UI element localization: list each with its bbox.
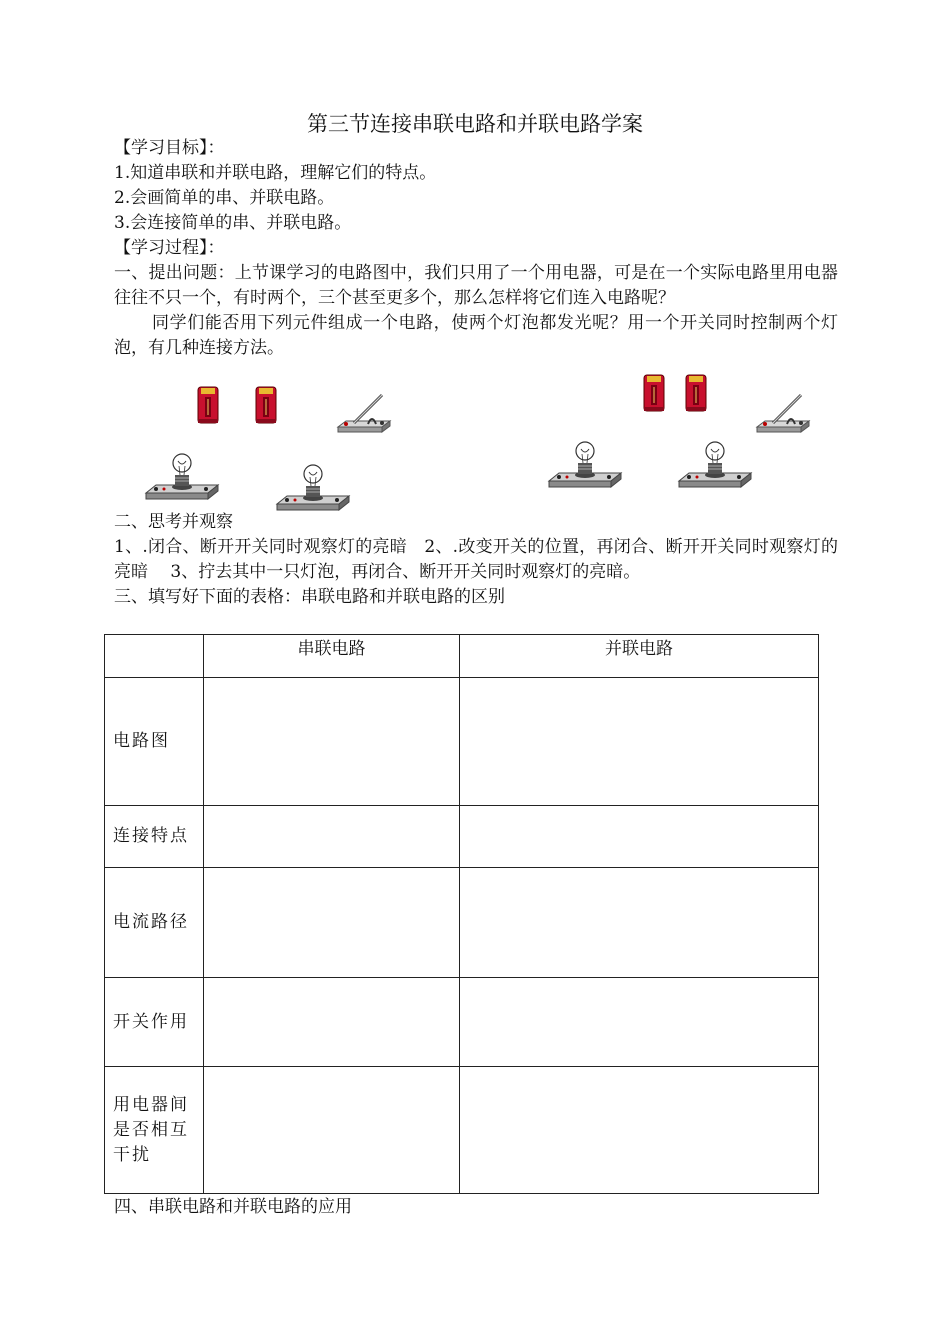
- circuit-components-figure: [0, 365, 950, 515]
- row-label: 电流路径: [105, 868, 204, 978]
- battery-icon: [256, 387, 276, 423]
- table-header-cell: [105, 635, 204, 678]
- table-row: [105, 678, 819, 806]
- battery-icon: [198, 387, 218, 423]
- battery-icon: [686, 375, 706, 411]
- bulb-icon: [679, 442, 751, 487]
- switch-icon: [757, 395, 809, 432]
- bulb-icon: [549, 442, 621, 487]
- table-header-row: [105, 635, 819, 678]
- table-cell[interactable]: [460, 1067, 819, 1194]
- table-cell[interactable]: [204, 868, 460, 978]
- row-label: 电路图: [105, 678, 204, 806]
- switch-icon: [338, 395, 390, 432]
- page-title: 第三节连接串联电路和并联电路学案: [307, 112, 643, 136]
- section2-heading: 二、思考并观察: [114, 512, 233, 532]
- row-label: 用电器间是否相互干扰: [105, 1067, 204, 1194]
- bulb-icon: [146, 454, 218, 499]
- question-paragraph: 一、提出问题：上节课学习的电路图中，我们只用了一个用电器，可是在一个实际电路里用电器往往不只一个，有时两个，三个甚至更多个，那么怎样将它们连入电路呢？: [114, 263, 838, 308]
- table-row: [105, 1067, 819, 1194]
- table-cell[interactable]: [204, 978, 460, 1067]
- table-cell[interactable]: [460, 868, 819, 978]
- table-cell[interactable]: [204, 1067, 460, 1194]
- battery-icon: [644, 375, 664, 411]
- objective-item: 1.知道串联和并联电路，理解它们的特点。: [114, 163, 437, 183]
- table-cell[interactable]: [460, 678, 819, 806]
- objective-item: 2.会画简单的串、并联电路。: [114, 188, 335, 208]
- table-cell[interactable]: [204, 678, 460, 806]
- task-paragraph: 同学们能否用下列元件组成一个电路，使两个灯泡都发光呢？用一个开关同时控制两个灯泡，有几种连接方法。: [114, 313, 838, 358]
- table-cell[interactable]: [460, 978, 819, 1067]
- objective-item: 3.会连接简单的串、并联电路。: [114, 213, 352, 233]
- observe-paragraph: 1、.闭合、断开开关同时观察灯的亮暗 2、.改变开关的位置，再闭合、断开开关同时观察灯的亮暗 3、拧去其中一只灯泡，再闭合、断开开关同时观察灯的亮暗。: [114, 537, 838, 582]
- table-cell[interactable]: [204, 806, 460, 868]
- comparison-table: [104, 634, 819, 1194]
- table-header-cell: 串联电路: [204, 635, 460, 678]
- bulb-icon: [277, 465, 349, 510]
- row-label: 连接特点: [105, 806, 204, 868]
- objectives-heading: 【学习目标】：: [114, 138, 225, 158]
- process-heading: 【学习过程】：: [114, 238, 225, 258]
- section3-heading: 三、填写好下面的表格：串联电路和并联电路的区别: [114, 587, 505, 607]
- table-header-cell: 并联电路: [460, 635, 819, 678]
- table-row: [105, 868, 819, 978]
- table-cell[interactable]: [460, 806, 819, 868]
- section4-heading: 四、串联电路和并联电路的应用: [114, 1197, 352, 1217]
- row-label: 开关作用: [105, 978, 204, 1067]
- table-row: [105, 806, 819, 868]
- table-row: [105, 978, 819, 1067]
